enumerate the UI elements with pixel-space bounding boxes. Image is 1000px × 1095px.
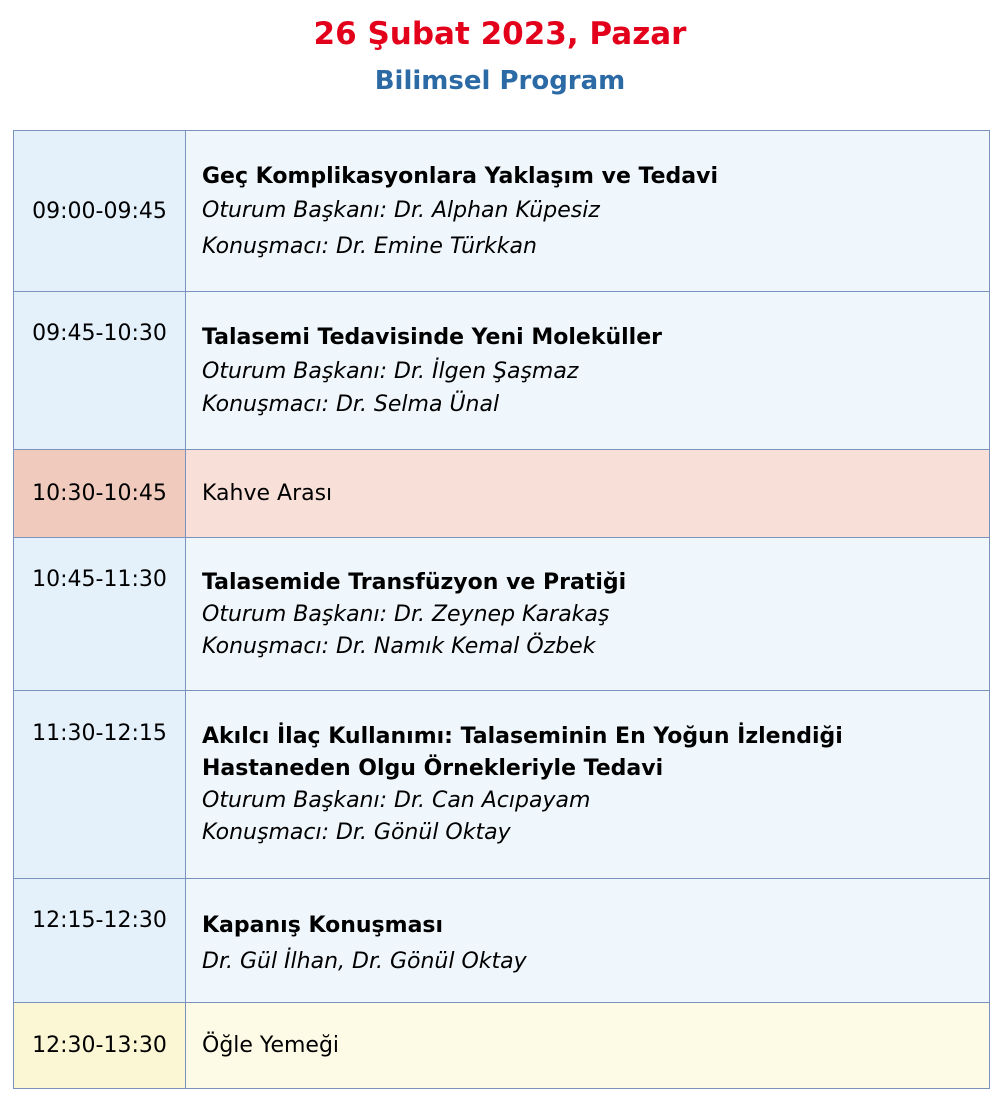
session-title-line1: Akılcı İlaç Kullanımı: Talaseminin En Yoğun İzlendiği: [202, 724, 843, 749]
break-label: Kahve Arası: [202, 480, 333, 506]
session-content: [186, 879, 989, 1002]
time-label: 10:45-11:30: [32, 567, 167, 592]
time-cell: [14, 879, 186, 1002]
time-label: 12:15-12:30: [32, 908, 167, 933]
session-content: [186, 131, 989, 291]
time-label: 11:30-12:15: [32, 721, 167, 746]
time-cell: [14, 691, 186, 878]
break-label: Öğle Yemeği: [202, 1032, 340, 1058]
session-content: [186, 538, 989, 690]
time-cell: [14, 538, 186, 690]
session-title: Kapanış Konuşması: [202, 913, 444, 938]
session-chair: Oturum Başkanı: Dr. Can Acıpayam: [202, 788, 591, 813]
time-label: 09:00-09:45: [32, 198, 167, 224]
session-content: [186, 292, 989, 449]
session-title: Talasemide Transfüzyon ve Pratiği: [202, 570, 627, 595]
schedule-row: [14, 131, 989, 291]
schedule-row: [14, 537, 989, 690]
session-chair: Oturum Başkanı: Dr. Alphan Küpesiz: [202, 198, 600, 223]
time-cell: [14, 292, 186, 449]
session-title: Talasemi Tedavisinde Yeni Moleküller: [202, 325, 662, 350]
session-chair: Oturum Başkanı: Dr. Zeynep Karakaş: [202, 602, 610, 627]
time-cell: [14, 131, 186, 291]
schedule-row-break: [14, 449, 989, 537]
schedule-row: [14, 878, 989, 1002]
schedule-row-break: [14, 1002, 989, 1088]
session-speaker: Konuşmacı: Dr. Selma Ünal: [202, 392, 500, 417]
session-title: Geç Komplikasyonlara Yaklaşım ve Tedavi: [202, 164, 719, 189]
time-label: 10:30-10:45: [32, 481, 167, 506]
program-date: 26 Şubat 2023, Pazar: [313, 16, 687, 52]
session-content: [186, 691, 989, 878]
schedule-table: [13, 130, 990, 1089]
schedule-row: [14, 291, 989, 449]
break-content: [186, 450, 989, 537]
time-cell: [14, 450, 186, 537]
session-speaker: Konuşmacı: Dr. Namık Kemal Özbek: [202, 634, 596, 659]
session-speakers: Dr. Gül İlhan, Dr. Gönül Oktay: [202, 949, 527, 974]
program-subtitle: Bilimsel Program: [374, 66, 626, 96]
session-speaker: Konuşmacı: Dr. Gönül Oktay: [202, 820, 511, 845]
session-speaker: Konuşmacı: Dr. Emine Türkkan: [202, 234, 537, 259]
session-chair: Oturum Başkanı: Dr. İlgen Şaşmaz: [202, 359, 579, 384]
break-content: [186, 1003, 989, 1088]
schedule-row: [14, 690, 989, 878]
program-header: [0, 0, 1000, 130]
session-title-line2: Hastaneden Olgu Örnekleriyle Tedavi: [202, 756, 664, 781]
time-label: 12:30-13:30: [32, 1033, 167, 1058]
time-cell: [14, 1003, 186, 1088]
time-label: 09:45-10:30: [32, 321, 167, 346]
